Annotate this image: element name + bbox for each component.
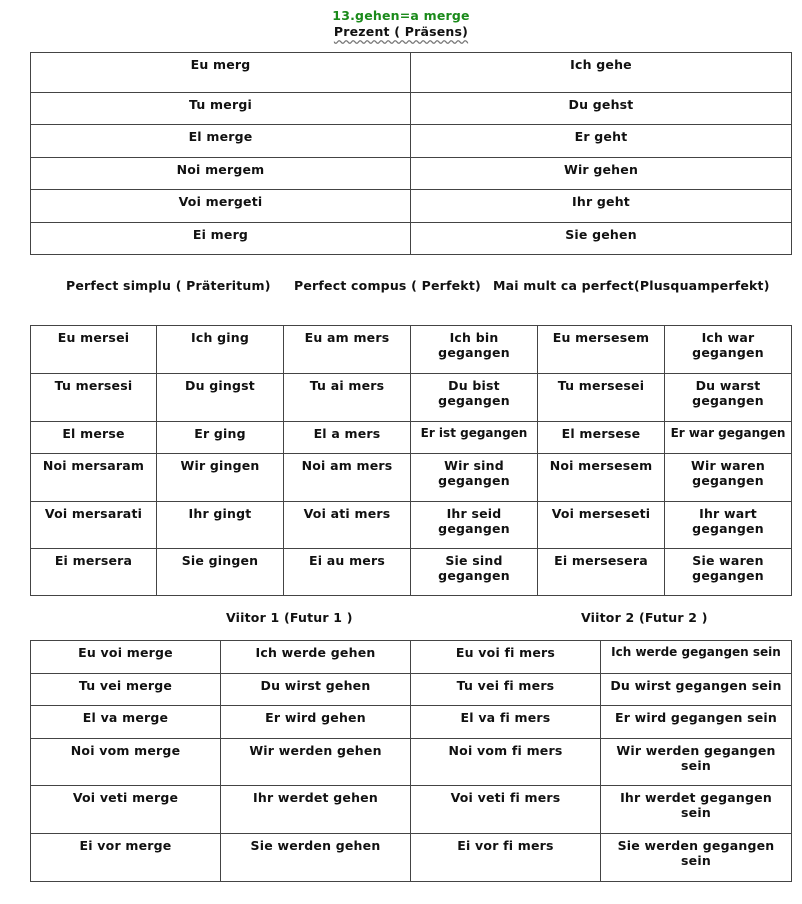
german-cell: Er geht [411, 125, 792, 158]
cell: Ihr seid gegangen [411, 502, 538, 549]
cell: Tu vei merge [31, 674, 221, 706]
heading-perfect-simplu: Perfect simplu ( Präteritum) [66, 278, 271, 293]
cell: Ihr werdet gehen [221, 786, 411, 834]
table-row [31, 674, 792, 706]
cell: Ihr wart gegangen [665, 502, 792, 549]
german-cell: Sie gehen [411, 223, 792, 255]
cell: Du bist gegangen [411, 374, 538, 422]
cell: Wir waren gegangen [665, 454, 792, 502]
table-row [31, 158, 792, 190]
cell: Wir werden gegangen sein [601, 739, 792, 786]
cell: Noi vom fi mers [411, 739, 601, 786]
german-cell: Ich gehe [411, 53, 792, 93]
cell: Eu mersesem [538, 326, 665, 374]
cell: El merse [31, 422, 157, 454]
cell: Tu mersesei [538, 374, 665, 422]
cell: Ei vor fi mers [411, 834, 601, 882]
table-row [31, 422, 792, 454]
table-row [31, 190, 792, 223]
cell: Noi mersaram [31, 454, 157, 502]
cell: Sie gingen [157, 549, 284, 596]
cell: Tu vei fi mers [411, 674, 601, 706]
cell: Sie werden gehen [221, 834, 411, 882]
cell: Er ist gegangen [411, 422, 538, 454]
table-row [31, 93, 792, 125]
heading-viitor-1: Viitor 1 (Futur 1 ) [226, 610, 353, 625]
table-row [31, 706, 792, 739]
cell: Ich bin gegangen [411, 326, 538, 374]
cell: Eu voi merge [31, 641, 221, 674]
table-row [31, 549, 792, 596]
table-row [31, 125, 792, 158]
cell: Du wirst gehen [221, 674, 411, 706]
cell: El a mers [284, 422, 411, 454]
cell: Tu mersesi [31, 374, 157, 422]
subtitle-text: Prezent ( Präsens) [333, 24, 469, 39]
german-cell: Ihr geht [411, 190, 792, 223]
page-subtitle [0, 24, 802, 39]
cell: Noi vom merge [31, 739, 221, 786]
cell: Noi mersesem [538, 454, 665, 502]
present-tense-table [30, 52, 792, 255]
romanian-cell: Noi mergem [31, 158, 411, 190]
romanian-cell: Voi mergeti [31, 190, 411, 223]
cell: Voi merseseti [538, 502, 665, 549]
cell: Eu am mers [284, 326, 411, 374]
cell: Er war gegangen [665, 422, 792, 454]
cell: El va fi mers [411, 706, 601, 739]
cell: Ei vor merge [31, 834, 221, 882]
cell: Sie sind gegangen [411, 549, 538, 596]
cell: Er ging [157, 422, 284, 454]
cell: Ei mersera [31, 549, 157, 596]
table-row [31, 739, 792, 786]
cell: Du warst gegangen [665, 374, 792, 422]
cell: Tu ai mers [284, 374, 411, 422]
heading-perfect-compus: Perfect compus ( Perfekt) [294, 278, 481, 293]
heading-viitor-2: Viitor 2 (Futur 2 ) [581, 610, 708, 625]
cell: Voi veti fi mers [411, 786, 601, 834]
cell: Du gingst [157, 374, 284, 422]
cell: Voi ati mers [284, 502, 411, 549]
romanian-cell: Eu merg [31, 53, 411, 93]
cell: Ich ging [157, 326, 284, 374]
cell: Wir gingen [157, 454, 284, 502]
cell: Wir sind gegangen [411, 454, 538, 502]
table-row [31, 326, 792, 374]
table-row [31, 374, 792, 422]
heading-mai-mult-ca-perfect: Mai mult ca perfect(Plusquamperfekt) [493, 278, 770, 293]
cell: El va merge [31, 706, 221, 739]
table-row [31, 502, 792, 549]
cell: Voi mersarati [31, 502, 157, 549]
cell: Ihr werdet gegangen sein [601, 786, 792, 834]
table-row [31, 454, 792, 502]
cell: Eu voi fi mers [411, 641, 601, 674]
cell: Sie werden gegangen sein [601, 834, 792, 882]
romanian-cell: El merge [31, 125, 411, 158]
future-tense-table [30, 640, 792, 882]
cell: Sie waren gegangen [665, 549, 792, 596]
cell: Noi am mers [284, 454, 411, 502]
cell: Er wird gehen [221, 706, 411, 739]
cell: El mersese [538, 422, 665, 454]
table-row [31, 834, 792, 882]
cell: Wir werden gehen [221, 739, 411, 786]
cell: Ich werde gegangen sein [601, 641, 792, 674]
cell: Ich war gegangen [665, 326, 792, 374]
table-row [31, 53, 792, 93]
cell: Ich werde gehen [221, 641, 411, 674]
german-cell: Du gehst [411, 93, 792, 125]
romanian-cell: Tu mergi [31, 93, 411, 125]
cell: Voi veti merge [31, 786, 221, 834]
cell: Er wird gegangen sein [601, 706, 792, 739]
cell: Ei au mers [284, 549, 411, 596]
table-row [31, 641, 792, 674]
cell: Ihr gingt [157, 502, 284, 549]
table-row [31, 223, 792, 255]
cell: Eu mersei [31, 326, 157, 374]
german-cell: Wir gehen [411, 158, 792, 190]
romanian-cell: Ei merg [31, 223, 411, 255]
cell: Du wirst gegangen sein [601, 674, 792, 706]
cell: Ei mersesera [538, 549, 665, 596]
past-tense-table [30, 325, 792, 596]
table-row [31, 786, 792, 834]
page-title: 13.gehen=a merge [332, 8, 470, 23]
